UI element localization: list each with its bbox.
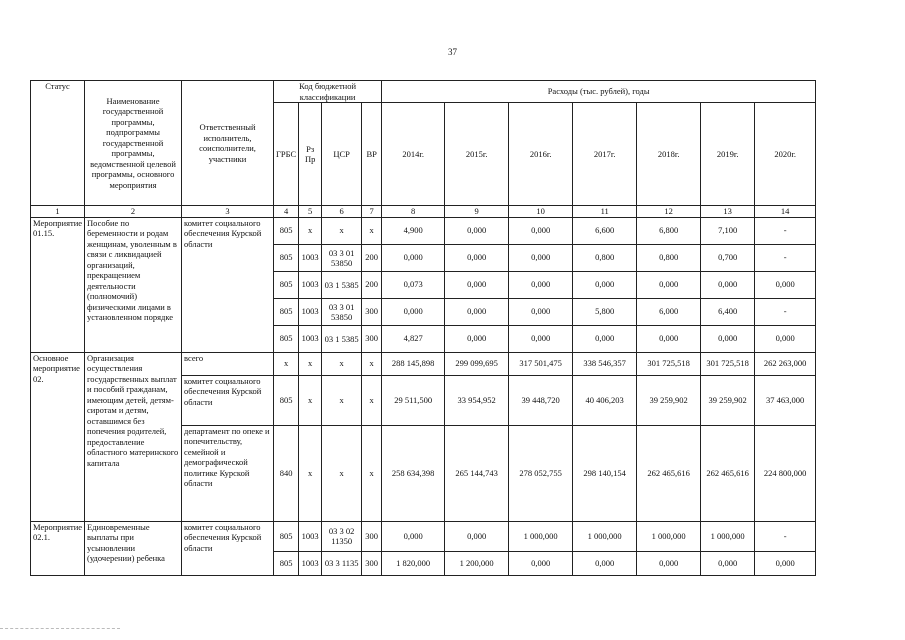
header-expenses: Расходы (тыс. рублей), годы bbox=[382, 81, 816, 103]
cell-value: 0,000 bbox=[445, 325, 509, 352]
cell-value: 0,000 bbox=[701, 551, 755, 575]
cell-grbs: 805 bbox=[274, 244, 299, 271]
cell-grbs: 805 bbox=[274, 325, 299, 352]
cell-value: 6,600 bbox=[573, 217, 637, 244]
cell-rzpr: х bbox=[299, 425, 322, 521]
cell-rzpr: 1003 bbox=[299, 551, 322, 575]
cell-value: 37 463,000 bbox=[755, 375, 816, 425]
header-name: Наименование государственной программы, подпрограммы государственной программы, ведомственной целевой программы, основного мероприятия bbox=[85, 81, 182, 206]
row-status: Мероприятие 02.1. bbox=[31, 521, 85, 575]
footer-rule bbox=[0, 628, 120, 629]
cell-value: 299 099,695 bbox=[445, 352, 509, 375]
cell-value: 0,000 bbox=[509, 217, 573, 244]
cell-value: 0,000 bbox=[701, 325, 755, 352]
cell-csr: 03 3 01 53850 bbox=[322, 244, 362, 271]
cell-value: 0,000 bbox=[509, 244, 573, 271]
cell-value: 0,000 bbox=[445, 244, 509, 271]
cell-value: 262 263,000 bbox=[755, 352, 816, 375]
table-row bbox=[31, 352, 816, 375]
cell-value: 0,000 bbox=[382, 298, 445, 325]
table-row bbox=[31, 521, 816, 551]
column-number: 5 bbox=[299, 206, 322, 218]
cell-grbs: 805 bbox=[274, 217, 299, 244]
header-year: 2015г. bbox=[445, 103, 509, 206]
cell-grbs: 840 bbox=[274, 425, 299, 521]
column-number: 13 bbox=[701, 206, 755, 218]
column-number: 7 bbox=[362, 206, 382, 218]
cell-csr: 03 3 1135 bbox=[322, 551, 362, 575]
cell-value: 262 465,616 bbox=[637, 425, 701, 521]
header-year: 2016г. bbox=[509, 103, 573, 206]
cell-value: 0,000 bbox=[509, 551, 573, 575]
cell-value: 6,800 bbox=[637, 217, 701, 244]
cell-value: 0,000 bbox=[382, 521, 445, 551]
cell-value: 0,073 bbox=[382, 271, 445, 298]
cell-value: 288 145,898 bbox=[382, 352, 445, 375]
cell-vr: 300 bbox=[362, 325, 382, 352]
cell-vr: х bbox=[362, 217, 382, 244]
cell-csr: х bbox=[322, 425, 362, 521]
cell-grbs: 805 bbox=[274, 521, 299, 551]
cell-value: 278 052,755 bbox=[509, 425, 573, 521]
cell-vr: х bbox=[362, 352, 382, 375]
cell-value: 317 501,475 bbox=[509, 352, 573, 375]
row-executor: департамент по опеке и попечительству, семейной и демографической политике Курской области bbox=[182, 425, 274, 521]
cell-value: 39 259,902 bbox=[637, 375, 701, 425]
cell-value: 1 820,000 bbox=[382, 551, 445, 575]
cell-value: 0,000 bbox=[637, 325, 701, 352]
header-year: 2017г. bbox=[573, 103, 637, 206]
page-number: 37 bbox=[448, 47, 457, 57]
cell-csr: 03 1 5385 bbox=[322, 325, 362, 352]
cell-value: 265 144,743 bbox=[445, 425, 509, 521]
column-number: 12 bbox=[637, 206, 701, 218]
cell-vr: 300 bbox=[362, 298, 382, 325]
cell-value: 0,000 bbox=[755, 271, 816, 298]
cell-value: 1 000,000 bbox=[573, 521, 637, 551]
cell-vr: х bbox=[362, 375, 382, 425]
cell-rzpr: 1003 bbox=[299, 298, 322, 325]
cell-rzpr: х bbox=[299, 375, 322, 425]
cell-value: 33 954,952 bbox=[445, 375, 509, 425]
cell-value: 0,000 bbox=[573, 325, 637, 352]
cell-value: 39 448,720 bbox=[509, 375, 573, 425]
row-status: Мероприятие 01.15. bbox=[31, 217, 85, 352]
header-executor: Ответственный исполнитель, соисполнители, участники bbox=[182, 81, 274, 206]
row-executor: комитет социального обеспечения Курской области bbox=[182, 217, 274, 352]
header-year: 2020г. bbox=[755, 103, 816, 206]
cell-value: 0,000 bbox=[573, 551, 637, 575]
cell-csr: х bbox=[322, 352, 362, 375]
cell-value: 39 259,902 bbox=[701, 375, 755, 425]
cell-rzpr: х bbox=[299, 352, 322, 375]
cell-rzpr: 1003 bbox=[299, 271, 322, 298]
cell-value: 0,000 bbox=[755, 325, 816, 352]
cell-value: 0,000 bbox=[445, 217, 509, 244]
cell-value: 0,700 bbox=[701, 244, 755, 271]
cell-value: 301 725,518 bbox=[637, 352, 701, 375]
cell-value: 40 406,203 bbox=[573, 375, 637, 425]
cell-value: 0,000 bbox=[573, 271, 637, 298]
cell-value: 1 000,000 bbox=[637, 521, 701, 551]
row-name: Пособие по беременности и родам женщинам, уволенным в связи с ликвидацией организаций, прекращением деятельности (полномочий) физическими лицами в установленном порядке bbox=[85, 217, 182, 352]
column-number: 3 bbox=[182, 206, 274, 218]
cell-value: 7,100 bbox=[701, 217, 755, 244]
cell-value: - bbox=[755, 217, 816, 244]
cell-grbs: 805 bbox=[274, 375, 299, 425]
cell-vr: 300 bbox=[362, 521, 382, 551]
table-row bbox=[31, 217, 816, 244]
cell-value: 0,000 bbox=[445, 271, 509, 298]
cell-value: 0,000 bbox=[445, 298, 509, 325]
row-status: Основное мероприятие 02. bbox=[31, 352, 85, 521]
cell-value: 29 511,500 bbox=[382, 375, 445, 425]
cell-value: 1 000,000 bbox=[509, 521, 573, 551]
cell-rzpr: 1003 bbox=[299, 325, 322, 352]
cell-value: 1 000,000 bbox=[701, 521, 755, 551]
cell-value: 0,000 bbox=[637, 271, 701, 298]
cell-grbs: х bbox=[274, 352, 299, 375]
cell-value: 338 546,357 bbox=[573, 352, 637, 375]
cell-value: 0,000 bbox=[509, 325, 573, 352]
row-executor: комитет социального обеспечения Курской области bbox=[182, 375, 274, 425]
cell-value: 258 634,398 bbox=[382, 425, 445, 521]
column-number: 1 bbox=[31, 206, 85, 218]
budget-table bbox=[30, 80, 816, 576]
cell-value: 301 725,518 bbox=[701, 352, 755, 375]
cell-csr: 03 1 5385 bbox=[322, 271, 362, 298]
row-name: Организация осуществления государственных выплат и пособий гражданам, имеющим детей, детям-сиротам и детям, оставшимся без попечения родителей, предоставление областного материнского капитала bbox=[85, 352, 182, 521]
column-number: 2 bbox=[85, 206, 182, 218]
cell-value: 298 140,154 bbox=[573, 425, 637, 521]
cell-rzpr: 1003 bbox=[299, 244, 322, 271]
cell-vr: х bbox=[362, 425, 382, 521]
column-number: 14 bbox=[755, 206, 816, 218]
header-year: 2014г. bbox=[382, 103, 445, 206]
cell-value: 5,800 bbox=[573, 298, 637, 325]
row-executor: всего bbox=[182, 352, 274, 375]
cell-vr: 200 bbox=[362, 271, 382, 298]
row-name: Единовременные выплаты при усыновлении (удочерении) ребенка bbox=[85, 521, 182, 575]
header-status: Статус bbox=[31, 81, 85, 206]
column-number: 8 bbox=[382, 206, 445, 218]
cell-value: - bbox=[755, 521, 816, 551]
cell-value: 1 200,000 bbox=[445, 551, 509, 575]
row-executor: комитет социального обеспечения Курской области bbox=[182, 521, 274, 575]
column-number: 11 bbox=[573, 206, 637, 218]
cell-value: 0,000 bbox=[637, 551, 701, 575]
cell-value: 224 800,000 bbox=[755, 425, 816, 521]
cell-value: 0,800 bbox=[637, 244, 701, 271]
cell-value: 0,000 bbox=[509, 271, 573, 298]
cell-rzpr: 1003 bbox=[299, 521, 322, 551]
header-csr: ЦСР bbox=[322, 103, 362, 206]
cell-value: 0,000 bbox=[445, 521, 509, 551]
cell-csr: х bbox=[322, 375, 362, 425]
cell-value: - bbox=[755, 244, 816, 271]
cell-value: 6,000 bbox=[637, 298, 701, 325]
cell-rzpr: х bbox=[299, 217, 322, 244]
cell-grbs: 805 bbox=[274, 298, 299, 325]
header-year: 2019г. bbox=[701, 103, 755, 206]
header-rzpr: Рз Пр bbox=[299, 103, 322, 206]
cell-grbs: 805 bbox=[274, 551, 299, 575]
column-number-row bbox=[31, 206, 816, 218]
cell-value: 0,000 bbox=[509, 298, 573, 325]
cell-vr: 300 bbox=[362, 551, 382, 575]
column-number: 10 bbox=[509, 206, 573, 218]
cell-csr: х bbox=[322, 217, 362, 244]
cell-value: 0,000 bbox=[755, 551, 816, 575]
header-vr: ВР bbox=[362, 103, 382, 206]
column-number: 6 bbox=[322, 206, 362, 218]
header-budget-code: Код бюджетной классификации bbox=[274, 81, 382, 103]
cell-value: - bbox=[755, 298, 816, 325]
cell-vr: 200 bbox=[362, 244, 382, 271]
cell-grbs: 805 bbox=[274, 271, 299, 298]
column-number: 4 bbox=[274, 206, 299, 218]
cell-value: 0,000 bbox=[701, 271, 755, 298]
cell-value: 6,400 bbox=[701, 298, 755, 325]
cell-value: 262 465,616 bbox=[701, 425, 755, 521]
cell-value: 4,827 bbox=[382, 325, 445, 352]
cell-csr: 03 3 02 11350 bbox=[322, 521, 362, 551]
column-number: 9 bbox=[445, 206, 509, 218]
cell-csr: 03 3 01 53850 bbox=[322, 298, 362, 325]
cell-value: 4,900 bbox=[382, 217, 445, 244]
header-year: 2018г. bbox=[637, 103, 701, 206]
header-grbs: ГРБС bbox=[274, 103, 299, 206]
cell-value: 0,800 bbox=[573, 244, 637, 271]
cell-value: 0,000 bbox=[382, 244, 445, 271]
